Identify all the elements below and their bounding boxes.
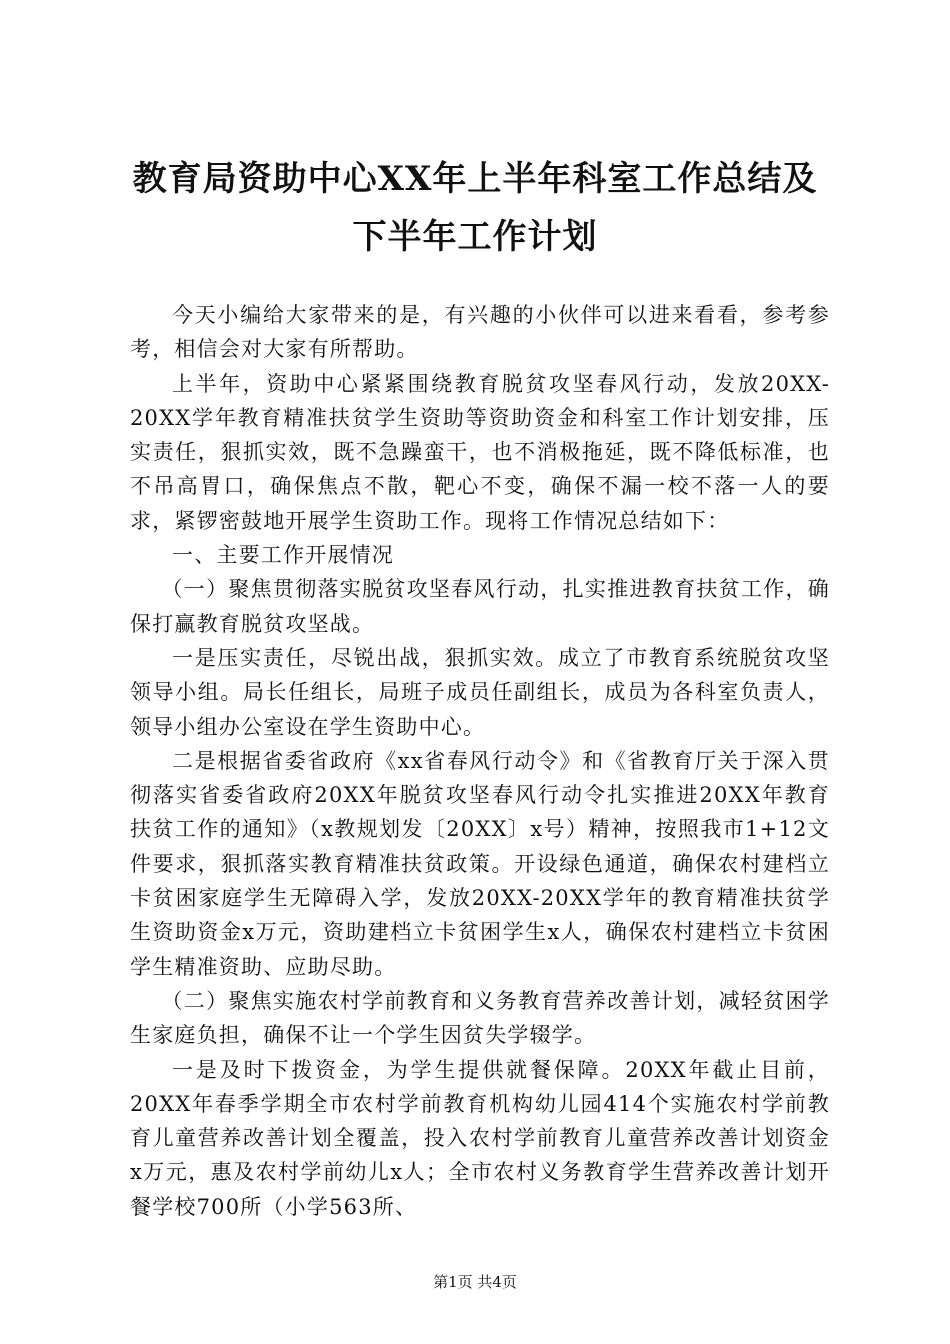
paragraph-item-2: 二是根据省委省政府《xx省春风行动令》和《省教育厅关于深入贯彻落实省委省政府20XX年脱贫攻坚春风行动令扎实推进20XX年教育扶贫工作的通知》（x教规划发〔20XX〕x号）精神，按照我市1+12文件要求，狠抓落实教育精准扶贫政策。开设绿色通道，确保农村建档立卡贫困家庭学生无障碍入学，发放20XX-20XX学年的教育精准扶贫学生资助资金x万元，资助建档立卡贫困学生x人，确保农村建档立卡贫困学生精准资助、应助尽助。 bbox=[130, 748, 831, 979]
subsection-heading-1: （一）聚焦贯彻落实脱贫攻坚春风行动，扎实推进教育扶贫工作，确保打赢教育脱贫攻坚战。 bbox=[130, 577, 830, 636]
page-footer: 第1页 共4页 bbox=[433, 1273, 517, 1291]
paragraph-item-1: 一是压实责任，尽锐出战，狠抓实效。成立了市教育系统脱贫攻坚领导小组。局长任组长，局班子成员任副组长，成员为各科室负责人，领导小组办公室设在学生资助中心。 bbox=[130, 645, 830, 739]
paragraph-summary: 上半年，资助中心紧紧围绕教育脱贫攻坚春风行动，发放20XX-20XX学年教育精准扶贫学生资助等资助资金和科室工作计划安排，压实责任，狠抓实效，既不急躁蛮干，也不消极拖延，既不降低标准，也不吊高胃口，确保焦点不散，靶心不变，确保不漏一校不落一人的要求，紧锣密鼓地开展学生资助工作。现将工作情况总结如下： bbox=[130, 371, 830, 533]
document-title bbox=[110, 150, 840, 266]
paragraph-item-3: 一是及时下拨资金，为学生提供就餐保障。20XX年截止目前，20XX年春季学期全市农村学前教育机构幼儿园414个实施农村学前教育儿童营养改善计划全覆盖，投入农村学前教育儿童营养改善计划资金x万元，惠及农村学前幼儿x人；全市农村义务教育学生营养改善计划开餐学校700所（小学563所、 bbox=[130, 1057, 830, 1219]
title-line-2: 下半年工作计划 bbox=[352, 217, 598, 257]
section-heading: 一、主要工作开展情况 bbox=[172, 543, 394, 568]
title-line-1: 教育局资助中心XX年上半年科室工作总结及 bbox=[132, 159, 818, 199]
subsection-heading-2: （二）聚焦实施农村学前教育和义务教育营养改善计划，减轻贫困学生家庭负担，确保不让一个学生因贫失学辍学。 bbox=[130, 988, 830, 1048]
document-body bbox=[130, 298, 830, 1224]
paragraph-intro: 今天小编给大家带来的是，有兴趣的小伙伴可以进来看看，参考参考，相信会对大家有所帮助。 bbox=[130, 303, 830, 362]
